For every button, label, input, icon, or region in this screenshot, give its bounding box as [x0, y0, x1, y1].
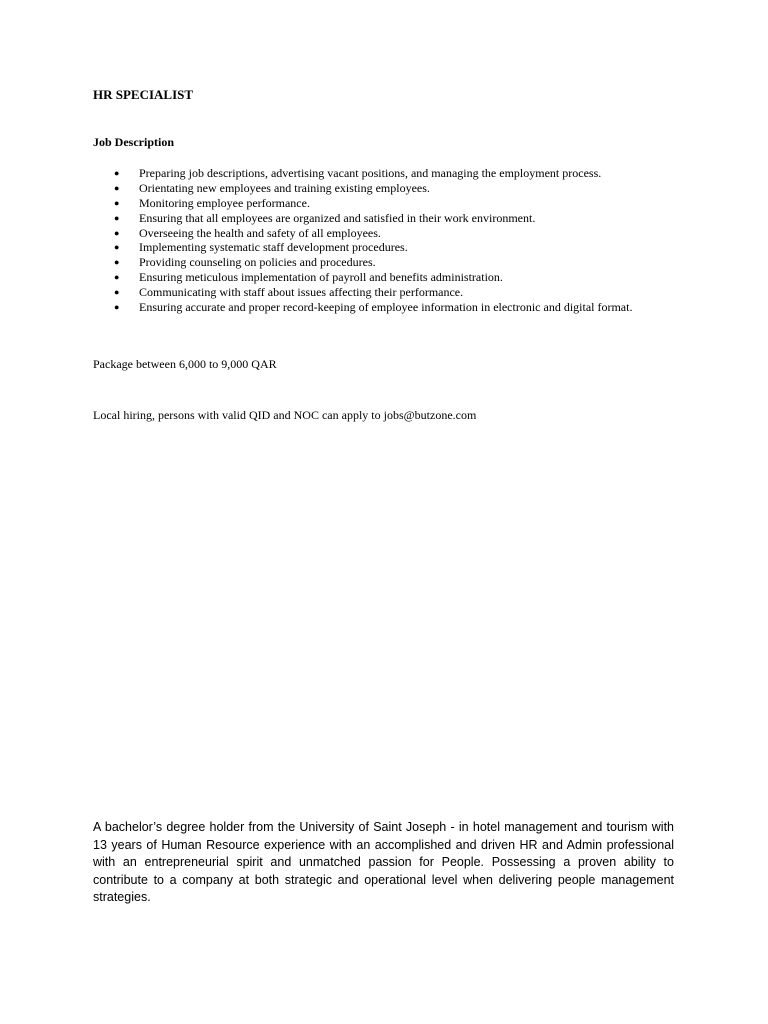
bullet-icon: ●: [114, 168, 120, 178]
bullet-icon: ●: [114, 302, 120, 313]
duty-text: Orientating new employees and training existing employees.: [139, 180, 430, 195]
duty-text: Ensuring meticulous implementation of payroll and benefits administration.: [139, 270, 503, 285]
duty-text: Providing counseling on policies and procedures.: [139, 255, 376, 270]
duty-text: Communicating with staff about issues affecting their performance.: [139, 285, 464, 300]
bullet-icon: ●: [114, 227, 120, 238]
profile-summary: A bachelor’s degree holder from the University of Saint Joseph - in hotel management and tourism with 13 years of Human Resource experience with an accomplished and driven HR and Admin professional with an entrepreneurial spirit and unmatched passion for People. Possessing a proven ability to contribute to a company at both strategic and operational level when delivering people management strategies.: [93, 820, 674, 904]
hiring-info: Local hiring, persons with valid QID and NOC can apply to jobs@butzone.com: [93, 408, 477, 422]
bullet-icon: ●: [114, 197, 120, 208]
bullet-icon: ●: [114, 257, 120, 268]
bullet-icon: ●: [114, 182, 120, 193]
bullet-icon: ●: [114, 242, 120, 253]
duty-text: Overseeing the health and safety of all employees.: [139, 225, 381, 240]
package-info: Package between 6,000 to 9,000 QAR: [93, 357, 277, 371]
duty-text: Preparing job descriptions, advertising vacant positions, and managing the employment process.: [139, 166, 602, 180]
document-title: HR SPECIALIST: [93, 87, 194, 102]
duty-text: Monitoring employee performance.: [139, 195, 310, 210]
bullet-icon: ●: [114, 287, 120, 298]
bullet-icon: ●: [114, 272, 120, 283]
duty-text: Ensuring accurate and proper record-keeping of employee information in electronic and digital format.: [139, 300, 633, 315]
duty-text: Ensuring that all employees are organized and satisfied in their work environment.: [139, 210, 536, 225]
section-heading: Job Description: [93, 135, 174, 149]
duty-text: Implementing systematic staff development procedures.: [139, 240, 408, 255]
bullet-icon: ●: [114, 212, 120, 223]
